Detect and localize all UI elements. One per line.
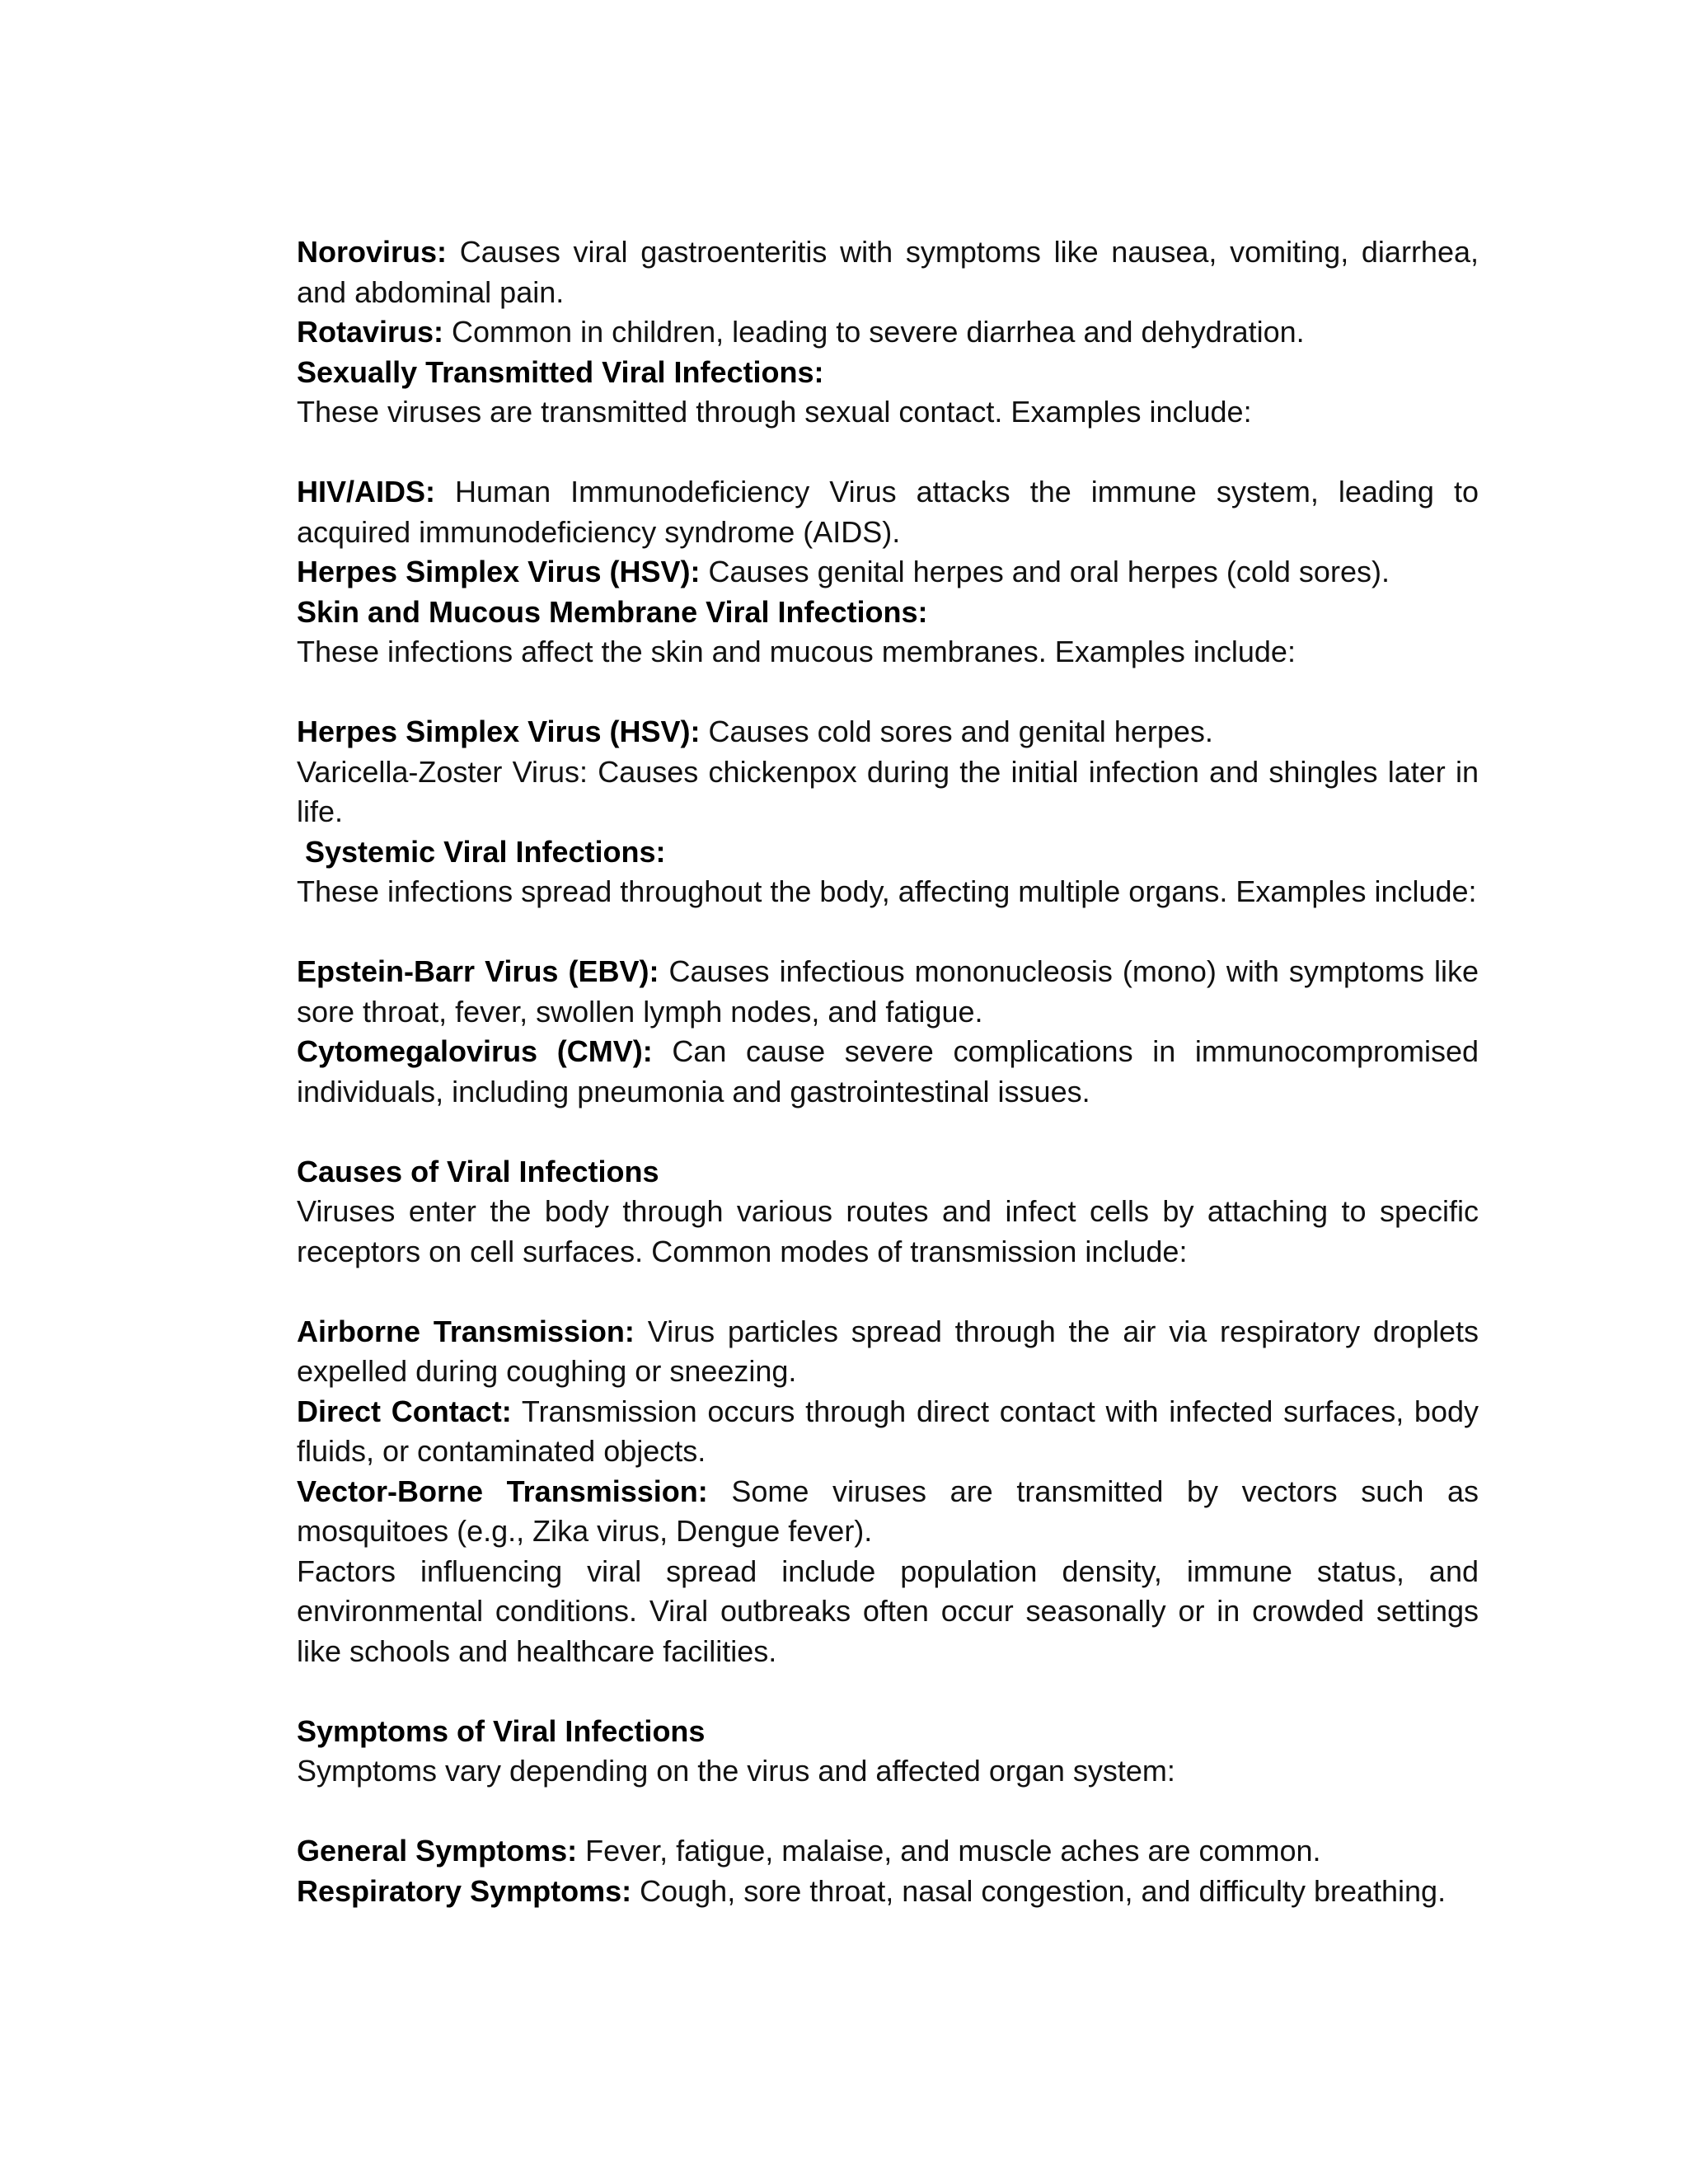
text-vector-borne: Some viruses are transmitted by vectors such as mosquitoes (e.g., Zika virus, Dengue fever). [297, 1474, 1479, 1548]
blank-line [297, 1792, 1479, 1832]
paragraph-direct-contact [297, 1392, 1479, 1472]
paragraph-varicella-zoster: Varicella-Zoster Virus: Causes chickenpox during the initial infection and shingles later in life. [297, 754, 1479, 828]
heading-symptoms: Symptoms of Viral Infections [297, 1713, 706, 1748]
paragraph-hiv [297, 472, 1479, 552]
term-hiv: HIV/AIDS: [297, 475, 436, 509]
text-cmv: Can cause severe complications in immunocompromised individuals, including pneumonia and gastrointestinal issues. [297, 1034, 1479, 1108]
term-vector-borne: Vector-Borne Transmission: [297, 1474, 708, 1508]
text-rotavirus: Common in children, leading to severe diarrhea and dehydration. [443, 315, 1305, 349]
blank-line [297, 433, 1479, 473]
blank-line [297, 673, 1479, 713]
paragraph-vector-borne [297, 1472, 1479, 1552]
term-norovirus: Norovirus: [297, 235, 448, 269]
paragraph-respiratory-symptoms [297, 1872, 1479, 1912]
paragraph-rotavirus [297, 312, 1479, 353]
intro-causes: Viruses enter the body through various routes and infect cells by attaching to specific receptors on cell surfaces. Common modes of transmission include: [297, 1194, 1479, 1268]
text-respiratory-symptoms: Cough, sore throat, nasal congestion, and difficulty breathing. [631, 1873, 1447, 1908]
text-norovirus: Causes viral gastroenteritis with symptoms like nausea, vomiting, diarrhea, and abdominal pain. [297, 235, 1479, 309]
heading-causes: Causes of Viral Infections [297, 1154, 659, 1188]
term-ebv: Epstein-Barr Virus (EBV): [297, 954, 659, 988]
term-respiratory-symptoms: Respiratory Symptoms: [297, 1873, 632, 1908]
intro-symptoms: Symptoms vary depending on the virus and affected organ system: [297, 1754, 1175, 1788]
intro-skin-mucous: These infections affect the skin and mucous membranes. Examples include: [297, 635, 1296, 668]
paragraph-norovirus [297, 232, 1479, 312]
paragraph-airborne [297, 1312, 1479, 1392]
term-cmv: Cytomegalovirus (CMV): [297, 1034, 653, 1068]
heading-skin-mucous: Skin and Mucous Membrane Viral Infections: [297, 594, 928, 629]
paragraph-general-symptoms [297, 1831, 1479, 1872]
intro-systemic: These infections spread throughout the body, affecting multiple organs. Examples include: [297, 874, 1477, 908]
term-general-symptoms: General Symptoms: [297, 1834, 578, 1868]
term-airborne: Airborne Transmission: [297, 1314, 635, 1348]
heading-systemic: Systemic Viral Infections: [305, 834, 666, 869]
term-hsv: Herpes Simplex Virus (HSV): [297, 555, 701, 588]
term-rotavirus: Rotavirus: [297, 315, 444, 349]
text-ebv: Causes infectious mononucleosis (mono) with symptoms like sore throat, fever, swollen lymph nodes, and fatigue. [297, 954, 1479, 1029]
blank-line [297, 1671, 1479, 1712]
paragraph-ebv [297, 952, 1479, 1032]
document-body [297, 232, 1479, 1911]
blank-line [297, 1272, 1479, 1312]
paragraph-cmv [297, 1032, 1479, 1112]
text-airborne: Virus particles spread through the air via respiratory droplets expelled during coughing or sneezing. [297, 1314, 1479, 1388]
paragraph-hsv-genital [297, 552, 1479, 593]
blank-line [297, 912, 1479, 953]
term-direct-contact: Direct Contact: [297, 1394, 512, 1428]
text-hsv: Causes genital herpes and oral herpes (cold sores). [700, 555, 1390, 588]
term-hsv: Herpes Simplex Virus (HSV): [297, 715, 701, 748]
blank-line [297, 1112, 1479, 1152]
paragraph-factors: Factors influencing viral spread include population density, immune status, and environmental conditions. Viral outbreaks often occur seasonally or in crowded settings like schools and healthcare facilities. [297, 1554, 1479, 1668]
text-hsv: Causes cold sores and genital herpes. [700, 715, 1213, 748]
text-direct-contact: Transmission occurs through direct contact with infected surfaces, body fluids, or contaminated objects. [297, 1394, 1479, 1468]
heading-sexually-transmitted: Sexually Transmitted Viral Infections: [297, 354, 824, 389]
text-hiv: Human Immunodeficiency Virus attacks the immune system, leading to acquired immunodeficiency syndrome (AIDS). [297, 475, 1479, 549]
text-general-symptoms: Fever, fatigue, malaise, and muscle aches are common. [577, 1834, 1321, 1868]
intro-sexually-transmitted: These viruses are transmitted through sexual contact. Examples include: [297, 395, 1252, 429]
paragraph-hsv-cold-sores [297, 712, 1479, 752]
